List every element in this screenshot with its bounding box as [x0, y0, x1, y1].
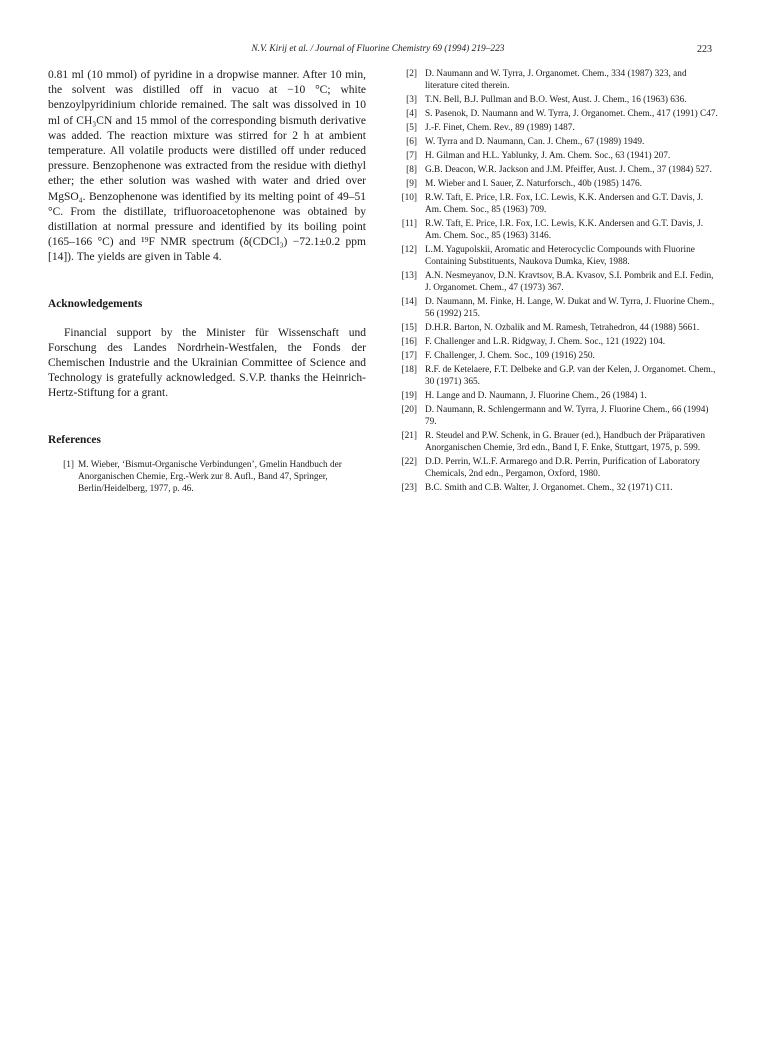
reference-text: W. Tyrra and D. Naumann, Can. J. Chem., 67 (1989) 1949.	[425, 137, 645, 147]
reference-text: M. Wieber and I. Sauer, Z. Naturforsch., 40b (1985) 1476.	[425, 179, 642, 189]
left-column	[48, 68, 366, 499]
reference-number: [10]	[401, 193, 417, 203]
reference-text: L.M. Yagupolskii, Aromatic and Heterocyclic Compounds with Fluorine Containing Substituents, Naukova Dumka, Kiev, 1988.	[425, 245, 695, 267]
reference-item	[397, 350, 720, 362]
reference-item	[397, 296, 720, 320]
reference-item	[397, 482, 720, 494]
reference-number: [18]	[401, 365, 417, 375]
reference-item	[397, 244, 720, 268]
reference-number: [1]	[63, 459, 74, 470]
reference-number: [23]	[401, 483, 417, 493]
reference-number: [7]	[406, 151, 417, 161]
reference-item	[397, 94, 720, 106]
reference-number: [12]	[401, 245, 417, 255]
reference-number: [3]	[406, 95, 417, 105]
reference-number: [6]	[406, 137, 417, 147]
reference-text: M. Wieber, ‘Bismut-Organische Verbindungen’, Gmelin Handbuch der Anorganischen Chemie, Erg.-Werk zur 8. Aufl., Band 47, Springer, Berlin/Heidelberg, 1977, p. 46.	[78, 459, 342, 494]
reference-text: T.N. Bell, B.J. Pullman and B.O. West, Aust. J. Chem., 16 (1963) 636.	[425, 95, 687, 105]
reference-number: [14]	[401, 297, 417, 307]
reference-text: D. Naumann, M. Finke, H. Lange, W. Dukat and W. Tyrra, J. Fluorine Chem., 56 (1992) 215.	[425, 297, 715, 319]
reference-text: F. Challenger and L.R. Ridgway, J. Chem. Soc., 121 (1922) 104.	[425, 337, 666, 347]
reference-item	[397, 404, 720, 428]
reference-number: [22]	[401, 457, 417, 467]
reference-item	[397, 68, 720, 92]
reference-number: [9]	[406, 179, 417, 189]
acknowledgements-heading: Acknowledgements	[48, 297, 143, 310]
reference-item	[397, 108, 720, 120]
reference-item	[397, 456, 720, 480]
reference-text: S. Pasenok, D. Naumann and W. Tyrra, J. Organomet. Chem., 417 (1991) C47.	[425, 109, 718, 119]
reference-number: [15]	[401, 323, 417, 333]
reference-number: [20]	[401, 405, 417, 415]
reference-number: [19]	[401, 391, 417, 401]
reference-text: D. Naumann and W. Tyrra, J. Organomet. Chem., 334 (1987) 323, and literature cited therein.	[425, 69, 687, 91]
reference-text: H. Gilman and H.L. Yablunky, J. Am. Chem. Soc., 63 (1941) 207.	[425, 151, 671, 161]
reference-item	[397, 192, 720, 216]
body-paragraph: 0.81 ml (10 mmol) of pyridine in a dropwise manner. After 10 min, the solvent was distilled off in vacuo at −10 °C; white benzoylpyridinium chloride remained. The salt was dissolved in 10 ml of CH₃CN and 15 mmol of the corresponding bismuth derivative was added. The reaction mixture was stirred for 2 h at ambient temperature. All volatile products were distilled off under reduced pressure. Benzophenone was extracted from the residue with diethyl ether; the ether solution was washed with water and dried over MgSO₄. Benzophenone was identified by its melting point of 49–51 °C. From the distillate, trifluoroacetophenone was obtained by distillation at normal pressure and identified by its boiling point (165–166 °C) and ¹⁹F NMR spectrum (δ(CDCl₃) −72.1±0.2 ppm [14]). The yields are given in Table 4.	[48, 69, 366, 264]
reference-item	[397, 322, 720, 334]
reference-item	[397, 270, 720, 294]
reference-text: D.D. Perrin, W.L.F. Armarego and D.R. Perrin, Purification of Laboratory Chemicals, 2nd edn., Pergamon, Oxford, 1980.	[425, 457, 701, 479]
reference-item	[397, 364, 720, 388]
reference-list-right	[397, 68, 720, 494]
references-heading: References	[48, 433, 101, 446]
reference-text: R.W. Taft, E. Price, I.R. Fox, I.C. Lewis, K.K. Andersen and G.T. Davis, J. Am. Chem. Soc., 85 (1963) 709.	[425, 193, 704, 215]
reference-item	[397, 136, 720, 148]
running-header	[44, 44, 712, 58]
reference-item	[397, 336, 720, 348]
reference-text: G.B. Deacon, W.R. Jackson and J.M. Pfeiffer, Aust. J. Chem., 37 (1984) 527.	[425, 165, 712, 175]
acknowledgements-text: Financial support by the Minister für Wissenschaft und Forschung des Landes Nordrhein-Westfalen, the Fonds der Chemischen Industrie and the Ukrainian Committee of Science and Technology is gratefully acknowledged. S.V.P. thanks the Heinrich-Hertz-Stiftung for a grant.	[48, 326, 366, 400]
reference-number: [8]	[406, 165, 417, 175]
reference-text: B.C. Smith and C.B. Walter, J. Organomet. Chem., 32 (1971) C11.	[425, 483, 673, 493]
reference-text: D. Naumann, R. Schlengermann and W. Tyrra, J. Fluorine Chem., 66 (1994) 79.	[425, 405, 709, 427]
reference-text: F. Challenger, J. Chem. Soc., 109 (1916) 250.	[425, 351, 595, 361]
reference-text: R.W. Taft, E. Price, I.R. Fox, I.C. Lewis, K.K. Andersen and G.T. Davis, J. Am. Chem. Soc., 85 (1963) 3146.	[425, 219, 704, 241]
reference-item	[397, 122, 720, 134]
reference-number: [4]	[406, 109, 417, 119]
reference-item	[397, 218, 720, 242]
reference-item	[397, 164, 720, 176]
reference-item	[397, 178, 720, 190]
reference-number: [5]	[406, 123, 417, 133]
reference-number: [11]	[401, 219, 417, 229]
reference-number: [16]	[401, 337, 417, 347]
reference-text: D.H.R. Barton, N. Ozbalik and M. Ramesh, Tetrahedron, 44 (1988) 5661.	[425, 323, 700, 333]
right-column	[397, 68, 720, 496]
reference-text: J.-F. Finet, Chem. Rev., 89 (1989) 1487.	[425, 123, 575, 133]
reference-item	[397, 150, 720, 162]
page-number: 223	[697, 44, 712, 55]
reference-item	[397, 390, 720, 402]
reference-number: [13]	[401, 271, 417, 281]
reference-item	[48, 459, 366, 495]
reference-number: [17]	[401, 351, 417, 361]
reference-item	[397, 430, 720, 454]
reference-number: [2]	[406, 69, 417, 79]
reference-list-left	[48, 459, 366, 495]
reference-text: R.F. de Ketelaere, F.T. Delbeke and G.P. van der Kelen, J. Organomet. Chem., 30 (1971) 365.	[425, 365, 716, 387]
reference-text: A.N. Nesmeyanov, D.N. Kravtsov, B.A. Kvasov, S.I. Pombrik and E.I. Fedin, J. Organomet. Chem., 47 (1973) 367.	[425, 271, 714, 293]
running-title: N.V. Kirij et al. / Journal of Fluorine Chemistry 69 (1994) 219–223	[251, 44, 505, 54]
reference-text: H. Lange and D. Naumann, J. Fluorine Chem., 26 (1984) 1.	[425, 391, 647, 401]
reference-text: R. Steudel and P.W. Schenk, in G. Brauer (ed.), Handbuch der Präparativen Anorganischen Chemie, 3rd edn., Band I, F. Enke, Stuttgart, 1975, p. 599.	[425, 431, 706, 453]
reference-number: [21]	[401, 431, 417, 441]
